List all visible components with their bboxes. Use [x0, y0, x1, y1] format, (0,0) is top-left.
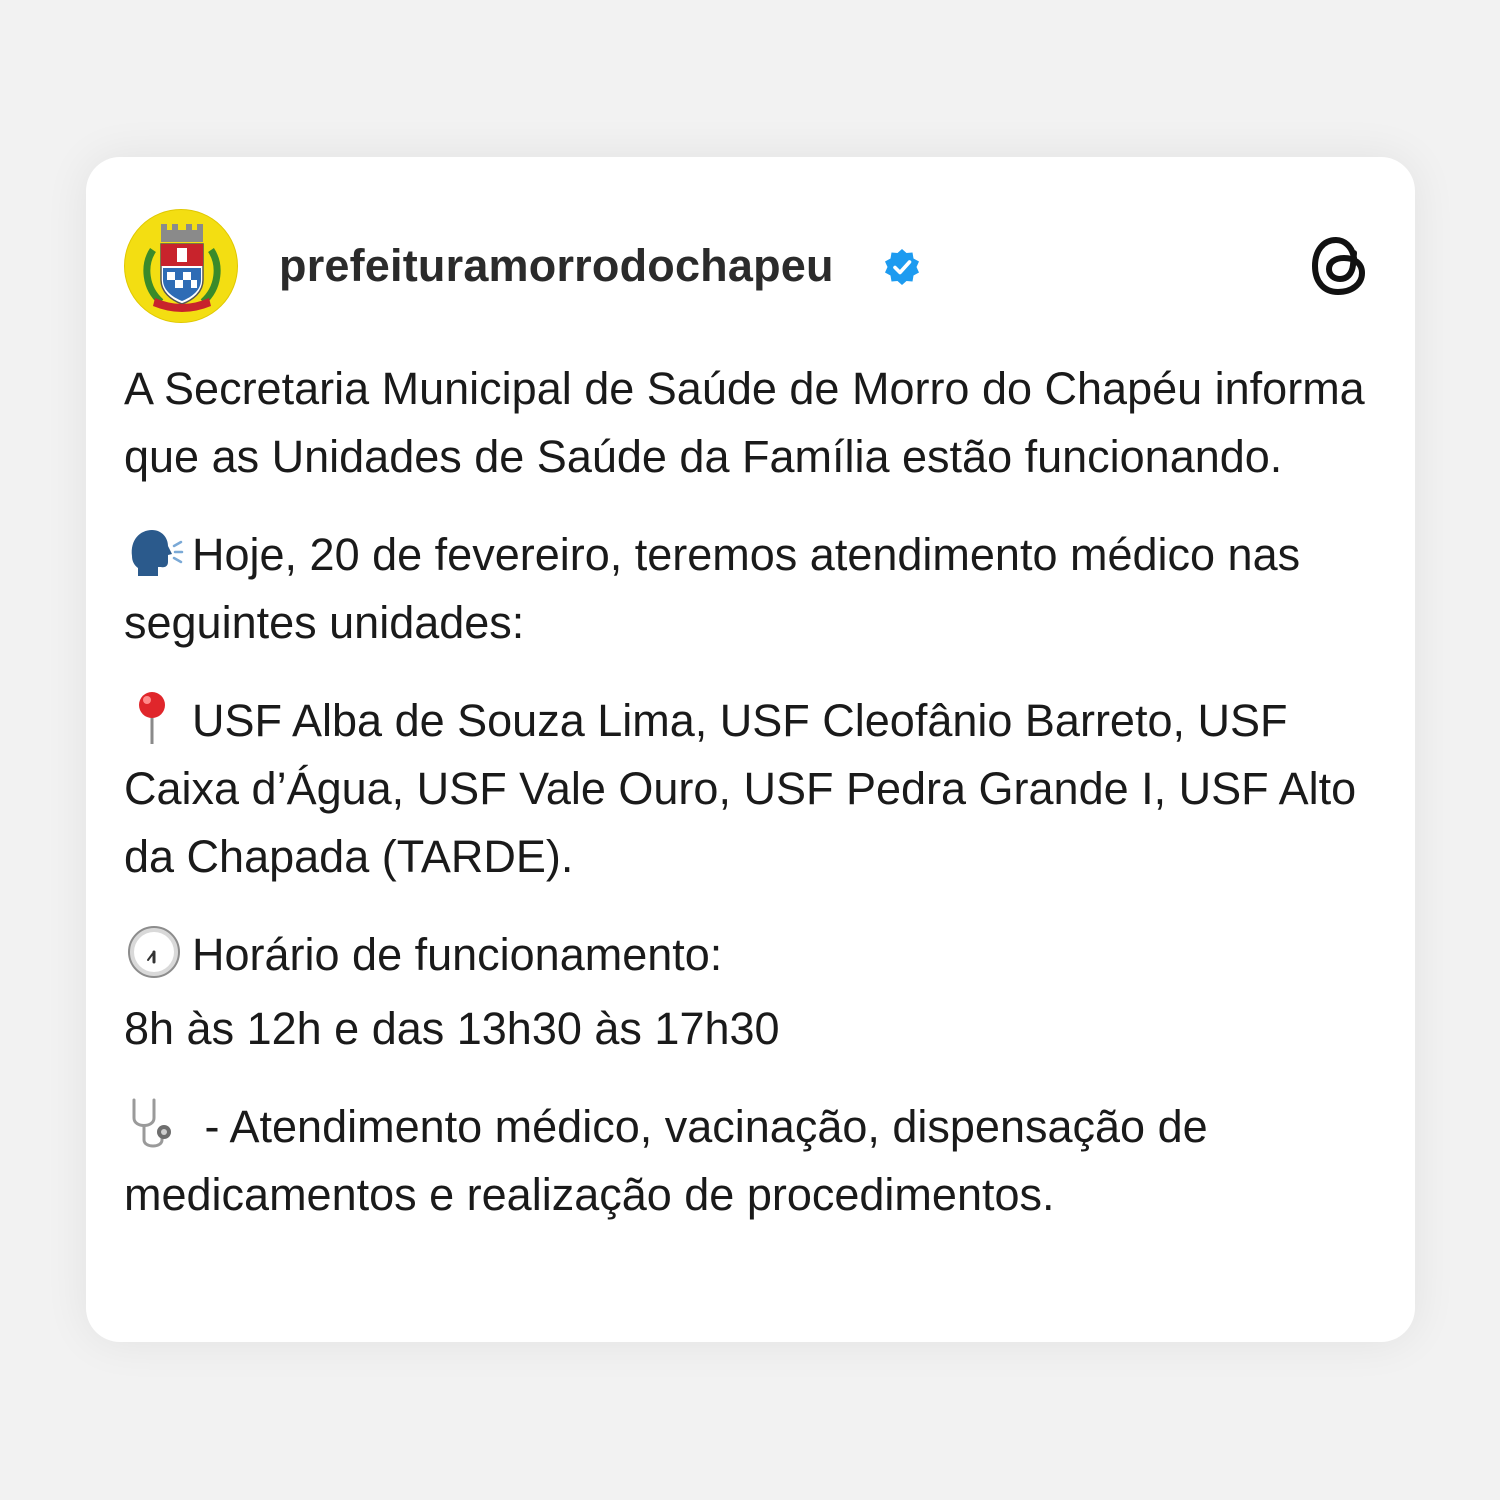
post-today-paragraph [124, 521, 1379, 657]
pushpin-icon [124, 690, 184, 746]
post-intro-text: A Secretaria Municipal de Saúde de Morro do Chapéu informa que as Unidades de Saúde da Família estão funcionando. [124, 363, 1365, 482]
post-header [124, 209, 1371, 323]
post-services-text: - Atendimento médico, vacinação, dispensação de medicamentos e realização de procedimentos. [124, 1101, 1208, 1220]
username[interactable]: prefeituramorrodochapeu [279, 240, 834, 291]
stethoscope-icon [124, 1096, 184, 1152]
post-hours-label-paragraph [124, 921, 1379, 989]
post-hours-value: 8h às 12h e das 13h30 às 17h30 [124, 1003, 780, 1054]
post-body [124, 355, 1379, 1259]
post-card [86, 157, 1415, 1342]
post-hours-label: Horário de funcionamento: [192, 929, 723, 980]
avatar[interactable] [124, 209, 238, 323]
verified-badge-icon [882, 247, 922, 287]
post-services-paragraph [124, 1093, 1379, 1229]
post-units-text: USF Alba de Souza Lima, USF Cleofânio Barreto, USF Caixa d’Água, USF Vale Ouro, USF Pedra Grande I, USF Alto da Chapada (TARDE). [124, 695, 1357, 882]
speaking-head-icon [124, 524, 184, 580]
coat-of-arms-icon [125, 210, 238, 323]
clock-icon [124, 924, 184, 980]
post-today-text: Hoje, 20 de fevereiro, teremos atendimento médico nas seguintes unidades: [124, 529, 1301, 648]
threads-logo-icon[interactable] [1307, 231, 1371, 301]
post-units-paragraph [124, 687, 1379, 891]
